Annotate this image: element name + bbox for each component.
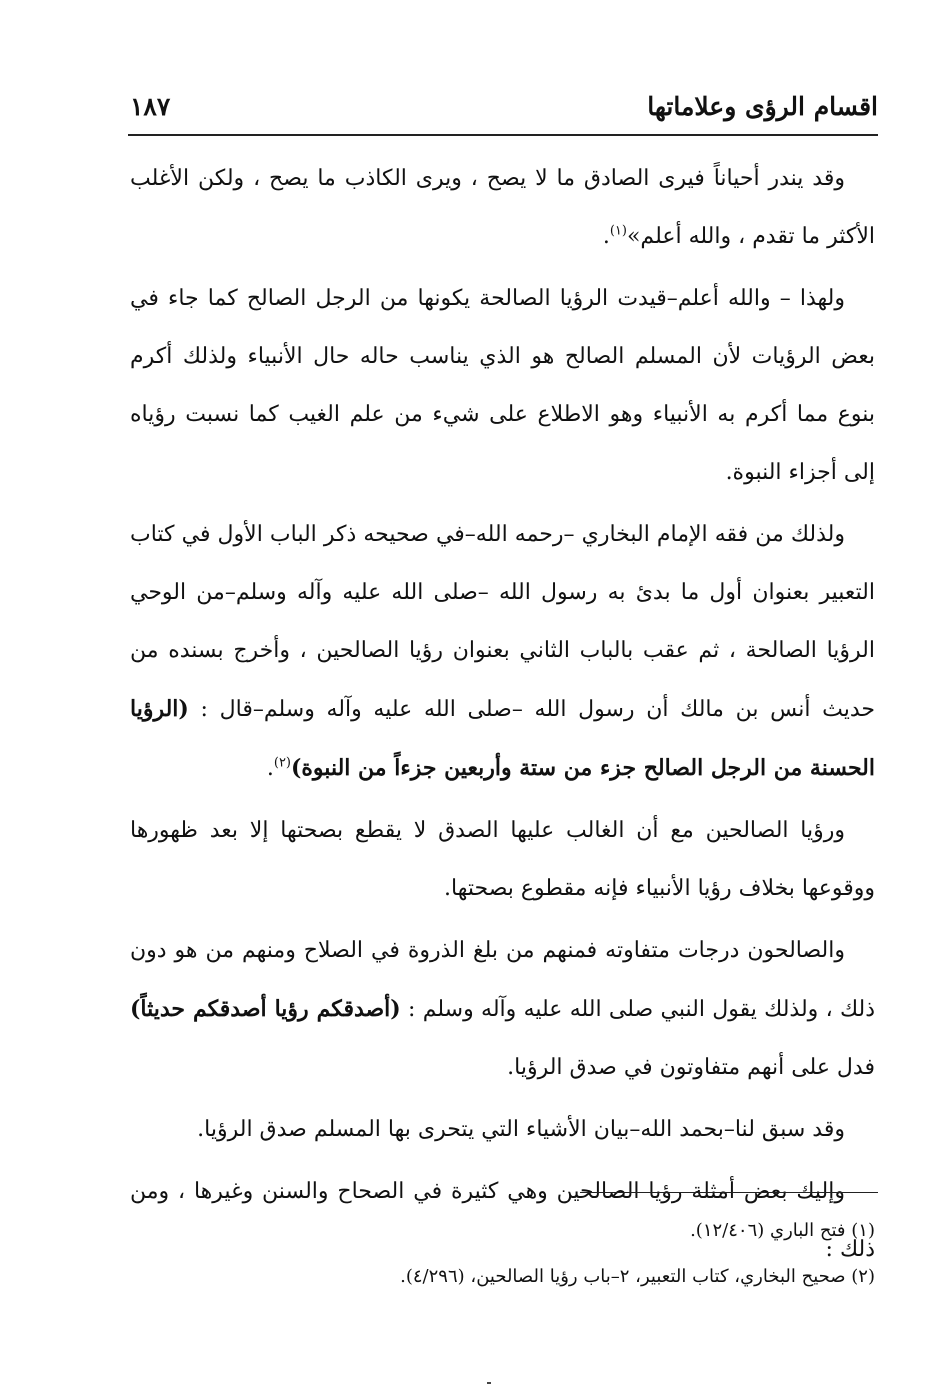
header-divider: [128, 134, 878, 136]
main-text: [130, 150, 875, 1279]
footnote-divider: [580, 1192, 878, 1193]
paragraph-text: وإليك بعض أمثلة رؤيا الصالحين وهي كثيرة في الصحاح والسنن وغيرها ، ومن ذلك :: [130, 1179, 875, 1262]
paragraph-text: ورؤيا الصالحين مع أن الغالب عليها الصدق لا يقطع بصحتها إلا بعد ظهورها ووقوعها بخلاف رؤيا الأنبياء فإنه مقطوع بصحتها.: [130, 818, 875, 901]
running-header: [128, 88, 878, 128]
paragraph-text: والصالحون درجات متفاوته فمنهم من بلغ الذروة في الصلاح ومنهم من هو دون ذلك ، ولذلك يقول النبي صلى الله عليه وآله وسلم :: [130, 938, 876, 1022]
hadith-quote: (الرؤيا الحسنة من الرجل الصالح جزء من ستة وأربعين جزءاً من النبوة): [130, 696, 875, 781]
paragraph-4: [130, 802, 875, 918]
paragraph-text: وقد يندر أحياناً فيرى الصادق ما لا يصح ، ويرى الكاذب ما يصح ، ولكن الأغلب الأكثر ما تقدم ، والله أعلم»: [130, 166, 875, 249]
paragraph-text: ولهذا – والله أعلم–قيدت الرؤيا الصالحة يكونها من الرجل الصالح كما جاء في بعض الرؤيات لأن المسلم الصالح هو الذي يناسب حاله حال الأنبياء ولذلك أكرم بنوع مما أكرم به الأنبياء وهو الاطلاع على شيء من علم الغيب كما نسبت رؤياه إلى أجزاء النبوة.: [130, 286, 875, 485]
paragraph-tail: فدل على أنهم متفاوتون في صدق الرؤيا.: [507, 1055, 875, 1080]
paragraph-3: [130, 506, 875, 798]
paragraph-6: [130, 1101, 875, 1159]
chapter-title: اقسام الرؤى وعلاماتها: [647, 92, 878, 121]
paragraph-text: ولذلك من فقه الإمام البخاري –رحمه الله–في صحيحه ذكر الباب الأول في كتاب التعبير بعنوان أول ما بدئ به رسول الله –صلى الله عليه وآله وسلم–من الوحي الرؤيا الصالحة ، ثم عقب بالباب الثاني بعنوان رؤيا الصالحين ، وأخرج بسنده من حديث أنس بن مالك أن رسول الله –صلى الله عليه وآله وسلم–قال :: [130, 522, 875, 722]
page-number: ١٨٧: [130, 92, 171, 121]
paragraph-2: [130, 270, 875, 502]
footnote-2: (٢) صحيح البخاري، كتاب التعبير، ٢–باب رؤيا الصالحين، (٤/٢٩٦).: [400, 1266, 875, 1287]
footnote-reference: (١): [609, 223, 627, 239]
paragraph-tail: .: [602, 224, 610, 249]
hadith-quote: (أصدقكم رؤيا أصدقكم حديثاً): [130, 996, 401, 1022]
footnote-reference: (٢): [273, 755, 291, 771]
paragraph-tail: .: [266, 756, 274, 781]
footnotes: [200, 1208, 875, 1300]
paragraph-text: وقد سبق لنا–بحمد الله–بيان الأشياء التي يتحرى بها المسلم صدق الرؤيا.: [197, 1117, 845, 1142]
footnote-1: (١) فتح الباري (١٢/٤٠٦).: [690, 1220, 875, 1241]
paragraph-1: [130, 150, 875, 266]
print-mark: [487, 1382, 491, 1384]
paragraph-5: [130, 922, 875, 1097]
